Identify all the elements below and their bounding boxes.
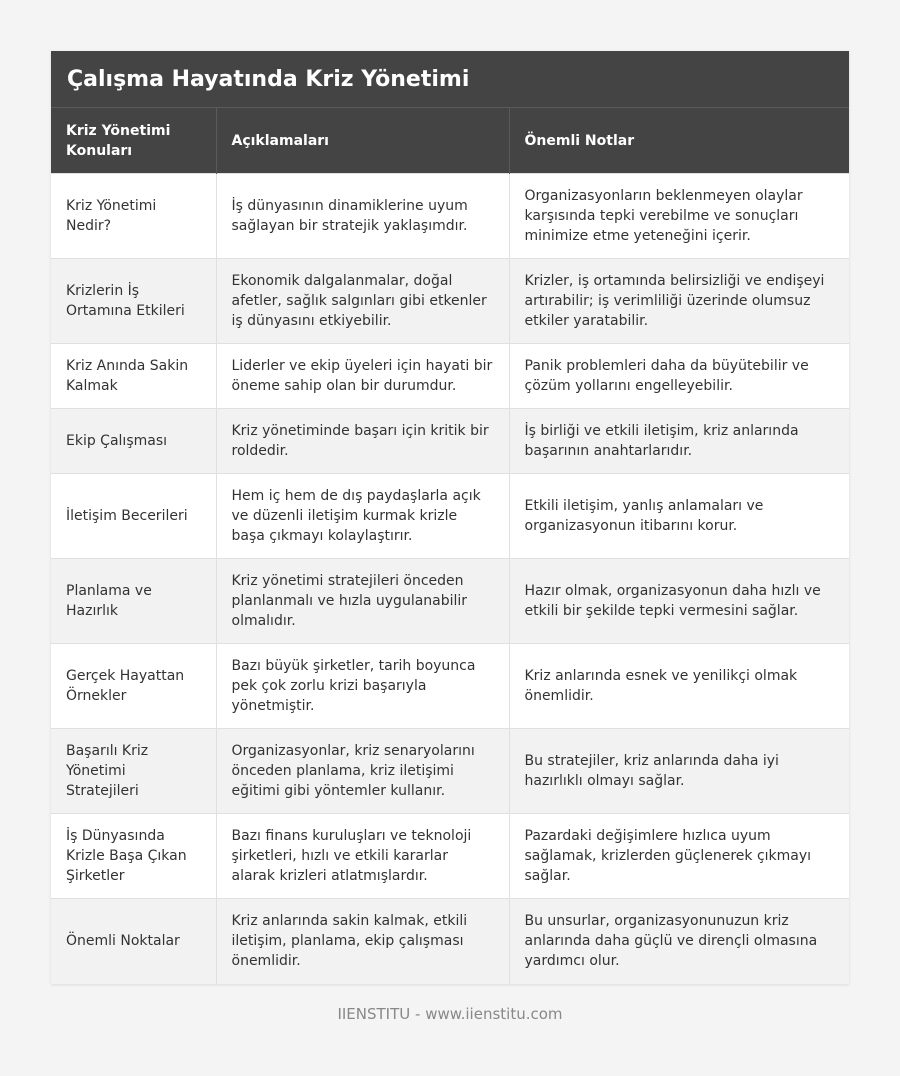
description-cell: Hem iç hem de dış paydaşlarla açık ve düzenli iletişim kurmak krizle başa çıkmayı kolaylaştırır. [216,474,509,559]
description-cell: Bazı finans kuruluşları ve teknoloji şirketleri, hızlı ve etkili kararlar alarak krizleri atlatmışlardır. [216,814,509,899]
description-cell: Ekonomik dalgalanmalar, doğal afetler, sağlık salgınları gibi etkenler iş dünyasını etkiyebilir. [216,259,509,344]
note-cell: Bu stratejiler, kriz anlarında daha iyi hazırlıklı olmayı sağlar. [509,729,849,814]
note-cell: Hazır olmak, organizasyonun daha hızlı ve etkili bir şekilde tepki vermesini sağlar. [509,559,849,644]
note-cell: Etkili iletişim, yanlış anlamaları ve organizasyonun itibarını korur. [509,474,849,559]
description-cell: Kriz anlarında sakin kalmak, etkili iletişim, planlama, ekip çalışması önemlidir. [216,899,509,984]
table-title: Çalışma Hayatında Kriz Yönetimi [51,51,849,108]
table-row [51,344,849,409]
table-row [51,729,849,814]
note-cell: Krizler, iş ortamında belirsizliği ve endişeyi artırabilir; iş verimliliği üzerinde olumsuz etkiler yaratabilir. [509,259,849,344]
table-row [51,559,849,644]
topic-cell: Planlama ve Hazırlık [51,559,216,644]
description-cell: Kriz yönetimi stratejileri önceden planlanmalı ve hızla uygulanabilir olmalıdır. [216,559,509,644]
topic-cell: İş Dünyasında Krizle Başa Çıkan Şirketler [51,814,216,899]
note-cell: Panik problemleri daha da büyütebilir ve çözüm yollarını engelleyebilir. [509,344,849,409]
table-row [51,259,849,344]
topic-cell: Önemli Noktalar [51,899,216,984]
column-header-topics: Kriz Yönetimi Konuları [51,108,216,174]
header-row [51,108,849,174]
note-cell: Bu unsurlar, organizasyonunuzun kriz anlarında daha güçlü ve dirençli olmasına yardımcı olur. [509,899,849,984]
topic-cell: Krizlerin İş Ortamına Etkileri [51,259,216,344]
description-cell: Organizasyonlar, kriz senaryolarını önceden planlama, kriz iletişimi eğitimi gibi yöntemler kullanır. [216,729,509,814]
topic-cell: Başarılı Kriz Yönetimi Stratejileri [51,729,216,814]
footer-credit: IIENSTITU - www.iienstitu.com [337,1005,563,1023]
note-cell: Organizasyonların beklenmeyen olaylar karşısında tepki verebilme ve sonuçları minimize etme yeteneğini içerir. [509,174,849,259]
topic-cell: Kriz Anında Sakin Kalmak [51,344,216,409]
table-row [51,174,849,259]
description-cell: İş dünyasının dinamiklerine uyum sağlayan bir stratejik yaklaşımdır. [216,174,509,259]
description-cell: Bazı büyük şirketler, tarih boyunca pek çok zorlu krizi başarıyla yönetmiştir. [216,644,509,729]
topic-cell: Kriz Yönetimi Nedir? [51,174,216,259]
note-cell: İş birliği ve etkili iletişim, kriz anlarında başarının anahtarlarıdır. [509,409,849,474]
description-cell: Liderler ve ekip üyeleri için hayati bir öneme sahip olan bir durumdur. [216,344,509,409]
table-row [51,474,849,559]
table-row [51,644,849,729]
table-row [51,409,849,474]
crisis-management-table [51,108,849,984]
column-header-notes: Önemli Notlar [509,108,849,174]
table-row [51,899,849,984]
topic-cell: İletişim Becerileri [51,474,216,559]
note-cell: Pazardaki değişimlere hızlıca uyum sağlamak, krizlerden güçlenerek çıkmayı sağlar. [509,814,849,899]
column-header-descriptions: Açıklamaları [216,108,509,174]
crisis-management-table-card [51,51,849,984]
topic-cell: Gerçek Hayattan Örnekler [51,644,216,729]
note-cell: Kriz anlarında esnek ve yenilikçi olmak önemlidir. [509,644,849,729]
topic-cell: Ekip Çalışması [51,409,216,474]
description-cell: Kriz yönetiminde başarı için kritik bir roldedir. [216,409,509,474]
table-row [51,814,849,899]
